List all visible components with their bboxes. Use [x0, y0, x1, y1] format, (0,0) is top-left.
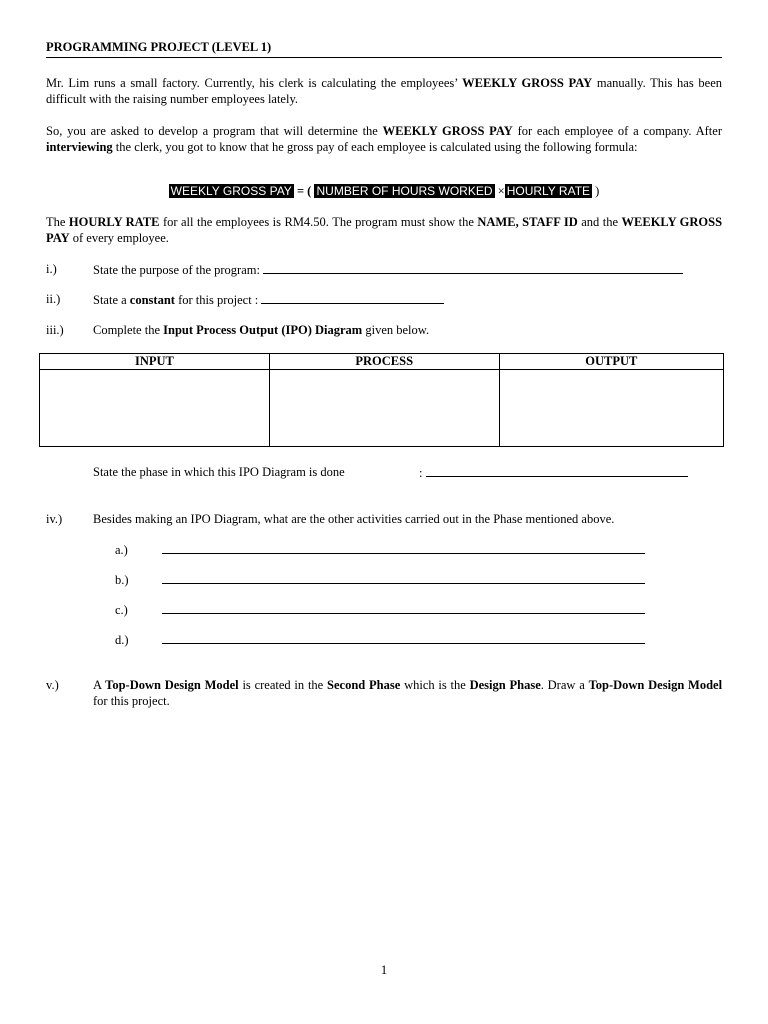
ipo-header-process: PROCESS — [269, 354, 499, 370]
document-page: PROGRAMMING PROJECT (LEVEL 1) Mr. Lim runs a small factory. Currently, his clerk is calculating the employees’ WEEKLY GROSS PAY manually. This has been difficult with the raising number employees lately. So, you are asked to develop a program that will determine the WEEKLY GROSS PAY for each employee of a company. After interviewing the clerk, you got to know that he gross pay of each employee is calculated using the following formula: WEEKLY GROSS PAY = ( NUMBER OF HOURS WORKED × HOURLY RATE ) The HOURLY RATE for all the employees is RM4.50. The program must show the NAME, STAFF ID and the WEEKLY GROSS PAY of every employee. i.) State the purpose of the program: ii.) State a constant for this project : iii.) Complete the Input Process Output (IPO) Diagram given below. INPUT PROCESS OUTPUT State the phase in which this IPO Diagram is done : iv.) Besides making an IPO Diagram, what are the other activities carried out in the Phase mentioned above. a.) b.) c.) d.) v.) A Top-Down Design Model is created in the Second Phase which is the Design Phase. Draw a Top-Down Design Model for this project. — [46, 40, 722, 58]
activity-answer-line-c[interactable] — [162, 602, 645, 614]
phase-answer-line[interactable] — [426, 465, 688, 477]
intro-paragraph-2: So, you are asked to develop a program that will determine the WEEKLY GROSS PAY for each employee of a company. After interviewing the clerk, you got to know that he gross pay of each employee is calculated using the following formula: — [46, 124, 722, 154]
formula-term-rate: HOURLY RATE — [506, 184, 591, 198]
purpose-answer-line[interactable] — [263, 262, 683, 274]
activity-item-a: a.) — [115, 542, 645, 558]
rate-paragraph: The HOURLY RATE for all the employees is RM4.50. The program must show the NAME, STAFF ID and the WEEKLY GROSS PAY of every employee. — [46, 215, 723, 245]
formula-close: ) — [595, 184, 600, 198]
formula-lhs: WEEKLY GROSS PAY — [170, 184, 292, 198]
activity-item-c: c.) — [115, 602, 645, 618]
ipo-input-cell[interactable] — [40, 370, 270, 447]
ipo-process-cell[interactable] — [269, 370, 499, 447]
activity-item-b: b.) — [115, 572, 645, 588]
activity-answer-line-b[interactable] — [162, 572, 645, 584]
formula-term-hours: NUMBER OF HOURS WORKED — [316, 184, 493, 198]
ipo-header-input: INPUT — [40, 354, 270, 370]
ipo-diagram-table — [39, 353, 724, 447]
gross-pay-formula — [46, 183, 722, 199]
intro-paragraph-1: Mr. Lim runs a small factory. Currently, his clerk is calculating the employees’ WEEKLY GROSS PAY manually. This has been difficult with the raising number employees lately. — [46, 76, 722, 106]
activity-answer-line-a[interactable] — [162, 542, 645, 554]
formula-times: × — [497, 184, 505, 198]
formula-equals: = ( — [296, 184, 312, 198]
ipo-header-output: OUTPUT — [499, 354, 723, 370]
activity-answer-line-d[interactable] — [162, 632, 645, 644]
page-number: 1 — [380, 963, 388, 977]
constant-answer-line[interactable] — [261, 292, 444, 304]
activity-item-d: d.) — [115, 632, 645, 648]
ipo-output-cell[interactable] — [499, 370, 723, 447]
page-title: PROGRAMMING PROJECT (LEVEL 1) — [46, 40, 722, 58]
